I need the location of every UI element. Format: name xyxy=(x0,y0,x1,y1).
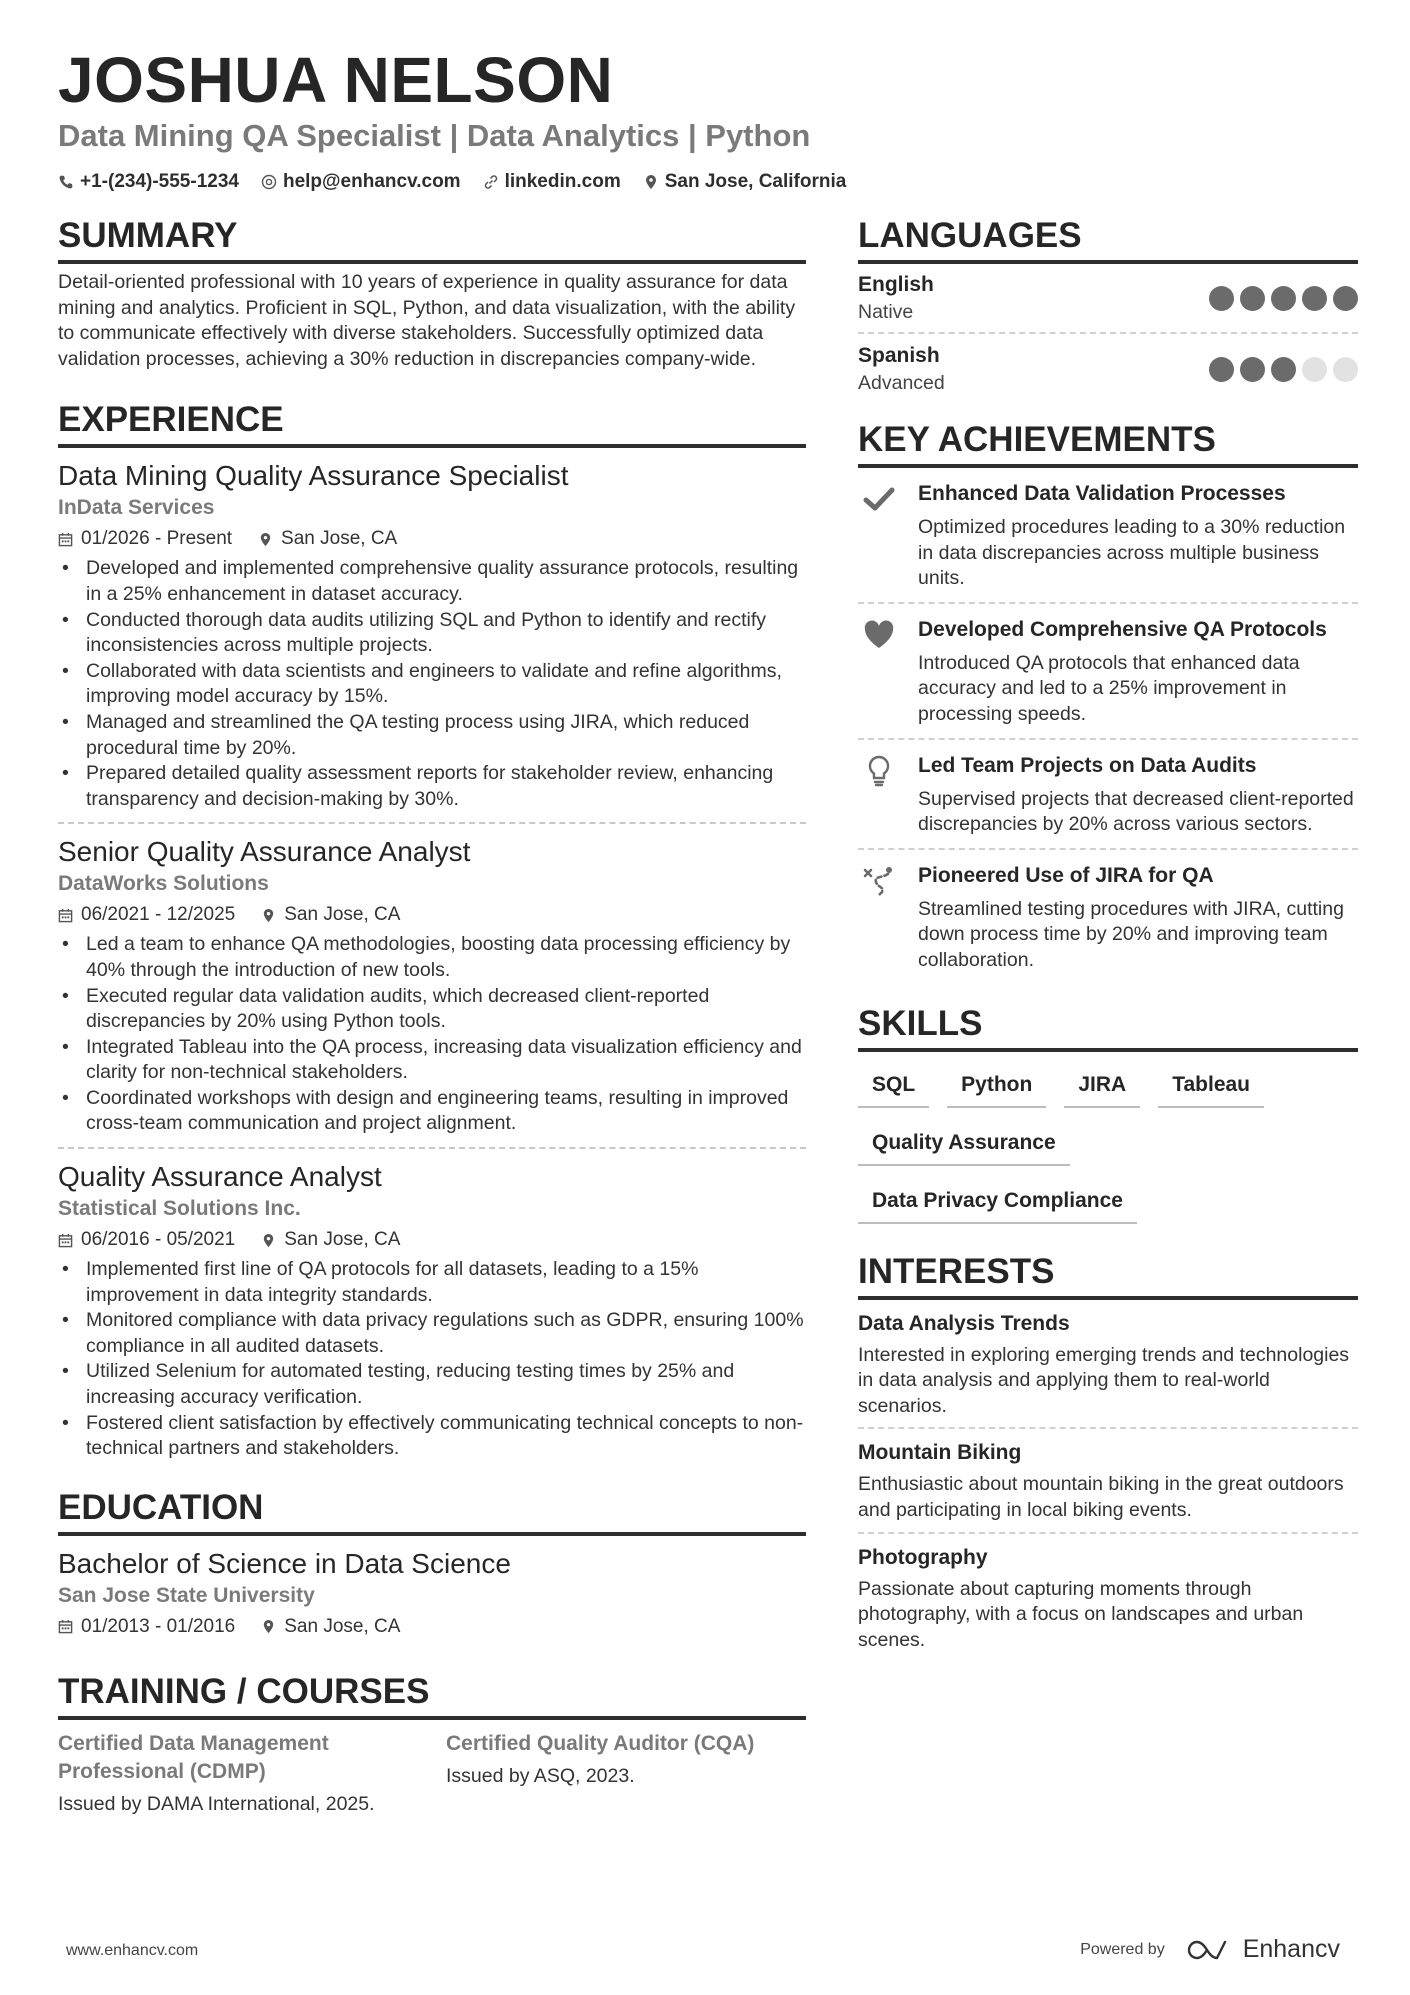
achievement-icon-wrap xyxy=(858,862,900,974)
bullet-item: • Developed and implemented comprehensive quality assurance protocols, resulting in a 25% enhancement in dataset accuracy. xyxy=(58,556,806,607)
email-text[interactable]: help@enhancv.com xyxy=(282,171,461,192)
course-name: Certified Quality Auditor (CQA) xyxy=(446,1731,755,1755)
job-meta xyxy=(58,1227,806,1253)
achievement-icon-wrap xyxy=(858,616,900,728)
achievements-section xyxy=(858,418,1358,984)
skills-heading: SKILLS xyxy=(858,1002,1358,1052)
job-location-text: San Jose, CA xyxy=(281,528,398,550)
summary-heading: SUMMARY xyxy=(58,214,806,264)
education-entry xyxy=(58,1536,806,1654)
bullet-item: • Fostered client satisfaction by effectively communicating technical concepts to non-technical partners and stakeholders. xyxy=(58,1411,806,1462)
job-bullets xyxy=(58,556,806,812)
route-icon xyxy=(862,864,896,898)
course-item xyxy=(446,1730,806,1818)
job-dates xyxy=(58,902,235,928)
footer-branding xyxy=(1080,1935,1340,1964)
rating-dot-filled xyxy=(1302,286,1327,311)
achievement-item xyxy=(858,604,1358,740)
interest-title: Mountain Biking xyxy=(858,1441,1022,1465)
linkedin-text[interactable]: linkedin.com xyxy=(504,171,621,192)
job-dates-text: 01/2026 - Present xyxy=(81,528,233,550)
job-dates xyxy=(58,526,232,552)
training-heading: TRAINING / COURSES xyxy=(58,1670,806,1720)
rating-dot-filled xyxy=(1209,357,1234,382)
language-level: Native xyxy=(858,301,914,323)
education-section xyxy=(58,1486,806,1654)
location-pin-icon xyxy=(261,1619,276,1634)
link-icon xyxy=(483,174,499,190)
location-pin-icon xyxy=(258,532,273,547)
job-company: Statistical Solutions Inc. xyxy=(58,1197,301,1221)
achievement-title: Pioneered Use of JIRA for QA xyxy=(918,863,1214,887)
job-bullets xyxy=(58,1257,806,1462)
bullet-item: • Conducted thorough data audits utilizing SQL and Python to identify and rectify inconsistencies across multiple projects. xyxy=(58,608,806,659)
contact-bar xyxy=(58,170,846,194)
right-column xyxy=(858,214,1358,1661)
job-dates-text: 06/2016 - 05/2021 xyxy=(81,1229,236,1251)
footer-website[interactable]: www.enhancv.com xyxy=(66,1942,199,1959)
education-location-text: San Jose, CA xyxy=(284,1615,401,1637)
location-text: San Jose, California xyxy=(664,171,847,192)
job-location-text: San Jose, CA xyxy=(284,1229,401,1251)
at-icon xyxy=(261,174,277,190)
candidate-title: Data Mining QA Specialist | Data Analytics | Python xyxy=(58,118,811,153)
language-name: English xyxy=(858,273,934,296)
achievement-item xyxy=(858,468,1358,604)
interests-section xyxy=(858,1250,1358,1662)
experience-section xyxy=(58,398,806,1471)
achievement-desc: Optimized procedures leading to a 30% reduction in data discrepancies across multiple business units. xyxy=(918,516,1346,590)
rating-dot-filled xyxy=(1240,357,1265,382)
bullet-item: • Led a team to enhance QA methodologies, boosting data processing efficiency by 40% through the introduction of new tools. xyxy=(58,932,806,983)
brand-logo[interactable] xyxy=(1187,1935,1340,1964)
location-pin-icon xyxy=(643,174,659,190)
job-bullets xyxy=(58,932,806,1137)
interest-item xyxy=(858,1429,1358,1533)
achievement-item xyxy=(858,740,1358,850)
course-item xyxy=(58,1730,418,1818)
skill-tag: Data Privacy Compliance xyxy=(858,1180,1137,1224)
training-section xyxy=(58,1670,806,1818)
job-meta xyxy=(58,902,806,928)
achievement-icon-wrap xyxy=(858,480,900,592)
phone-icon xyxy=(58,174,74,190)
education-heading: EDUCATION xyxy=(58,1486,806,1536)
education-location xyxy=(261,1614,400,1640)
calendar-icon xyxy=(58,532,73,547)
calendar-icon xyxy=(58,1233,73,1248)
interests-heading: INTERESTS xyxy=(858,1250,1358,1300)
interest-desc: Interested in exploring emerging trends and technologies in data analysis and applying them to real-world scenarios. xyxy=(858,1343,1350,1417)
experience-entry xyxy=(58,1149,806,1472)
left-column xyxy=(58,214,806,1817)
location-pin-icon xyxy=(261,908,276,923)
interest-title: Data Analysis Trends xyxy=(858,1311,1070,1335)
experience-entry xyxy=(58,448,806,824)
school-name: San Jose State University xyxy=(58,1583,315,1607)
skill-tag: Quality Assurance xyxy=(858,1122,1070,1166)
achievement-title: Enhanced Data Validation Processes xyxy=(918,482,1286,505)
education-dates-text: 01/2013 - 01/2016 xyxy=(81,1615,236,1637)
rating-dot-empty xyxy=(1302,357,1327,382)
summary-text: Detail-oriented professional with 10 years of experience in quality assurance for data mining and analytics. Proficient in SQL, Python, and data visualization, with the ability to communicate effectively with diverse stakeholders. Successfully optimized data validation processes, achieving a 30% reduction in discrepancies company-wide. xyxy=(58,271,796,370)
language-item xyxy=(858,264,1358,334)
summary-section xyxy=(58,214,806,372)
achievement-title: Led Team Projects on Data Audits xyxy=(918,753,1257,777)
languages-section xyxy=(858,214,1358,404)
job-location xyxy=(261,902,400,928)
achievement-title: Developed Comprehensive QA Protocols xyxy=(918,617,1327,641)
job-company: DataWorks Solutions xyxy=(58,872,269,896)
lightbulb-icon xyxy=(862,754,896,788)
interest-title: Photography xyxy=(858,1545,988,1569)
course-issuer: Issued by DAMA International, 2025. xyxy=(58,1792,375,1815)
language-rating xyxy=(1209,286,1358,311)
rating-dot-filled xyxy=(1209,286,1234,311)
job-dates xyxy=(58,1227,235,1253)
language-level: Advanced xyxy=(858,372,945,394)
languages-heading: LANGUAGES xyxy=(858,214,1358,264)
powered-by-text: Powered by xyxy=(1080,1940,1165,1958)
job-title: Senior Quality Assurance Analyst xyxy=(58,836,471,868)
achievement-item xyxy=(858,850,1358,984)
check-icon xyxy=(862,482,896,516)
calendar-icon xyxy=(58,1619,73,1634)
rating-dot-filled xyxy=(1271,357,1296,382)
interest-desc: Enthusiastic about mountain biking in the great outdoors and participating in local biking events. xyxy=(858,1473,1344,1521)
job-dates-text: 06/2021 - 12/2025 xyxy=(81,904,236,926)
contact-phone xyxy=(58,170,239,194)
skills-section xyxy=(858,1002,1358,1224)
achievement-desc: Streamlined testing procedures with JIRA, cutting down process time by 20% and improving team collaboration. xyxy=(918,897,1344,971)
contact-email[interactable] xyxy=(261,170,461,194)
bullet-item: • Managed and streamlined the QA testing process using JIRA, which reduced procedural time by 20%. xyxy=(58,710,806,761)
location-pin-icon xyxy=(261,1233,276,1248)
bullet-item: • Implemented first line of QA protocols for all datasets, leading to a 15% improvement in data integrity standards. xyxy=(58,1257,806,1308)
job-title: Quality Assurance Analyst xyxy=(58,1161,382,1193)
achievement-icon-wrap xyxy=(858,752,900,838)
candidate-name: JOSHUA NELSON xyxy=(58,44,614,116)
interest-item xyxy=(858,1300,1358,1430)
experience-entry xyxy=(58,824,806,1149)
rating-dot-filled xyxy=(1333,286,1358,311)
language-item xyxy=(858,334,1358,404)
bullet-item: • Executed regular data validation audits, which decreased client-reported discrepancies by 20% using Python tools. xyxy=(58,984,806,1035)
job-location xyxy=(258,526,397,552)
bullet-item: • Coordinated workshops with design and engineering teams, resulting in improved cross-team communication and project alignment. xyxy=(58,1086,806,1137)
course-list xyxy=(58,1730,806,1818)
job-location-text: San Jose, CA xyxy=(284,904,401,926)
education-meta xyxy=(58,1614,806,1640)
contact-linkedin[interactable] xyxy=(483,170,621,194)
skill-tag: Tableau xyxy=(1158,1064,1264,1108)
course-issuer: Issued by ASQ, 2023. xyxy=(446,1764,635,1787)
bullet-item: • Integrated Tableau into the QA process, increasing data visualization efficiency and clarity for non-technical stakeholders. xyxy=(58,1035,806,1086)
skill-list xyxy=(858,1064,1358,1224)
brand-name: Enhancv xyxy=(1242,1935,1340,1963)
skill-tag: Python xyxy=(947,1064,1046,1108)
enhancv-logo-icon xyxy=(1187,1938,1233,1962)
degree-title: Bachelor of Science in Data Science xyxy=(58,1547,511,1579)
achievement-desc: Supervised projects that decreased client-reported discrepancies by 20% across various sectors. xyxy=(918,787,1354,836)
bullet-item: • Utilized Selenium for automated testing, reducing testing times by 25% and increasing accuracy verification. xyxy=(58,1359,806,1410)
rating-dot-filled xyxy=(1271,286,1296,311)
skill-tag: SQL xyxy=(858,1064,929,1108)
education-dates xyxy=(58,1614,235,1640)
job-meta xyxy=(58,526,806,552)
calendar-icon xyxy=(58,908,73,923)
achievements-heading: KEY ACHIEVEMENTS xyxy=(858,418,1358,468)
bullet-item: • Prepared detailed quality assessment reports for stakeholder review, enhancing transparency and decision-making by 30%. xyxy=(58,761,806,812)
rating-dot-empty xyxy=(1333,357,1358,382)
bullet-item: • Monitored compliance with data privacy regulations such as GDPR, ensuring 100% compliance in all audited datasets. xyxy=(58,1308,806,1359)
job-location xyxy=(261,1227,400,1253)
bullet-item: • Collaborated with data scientists and engineers to validate and refine algorithms, improving model accuracy by 15%. xyxy=(58,659,806,710)
job-title: Data Mining Quality Assurance Specialist xyxy=(58,460,569,492)
language-rating xyxy=(1209,357,1358,382)
contact-location xyxy=(643,170,847,194)
interest-desc: Passionate about capturing moments through photography, with a focus on landscapes and urban scenes. xyxy=(858,1577,1304,1651)
experience-heading: EXPERIENCE xyxy=(58,398,806,448)
course-name: Certified Data Management Professional (CDMP) xyxy=(58,1731,329,1783)
language-name: Spanish xyxy=(858,344,940,367)
interest-item xyxy=(858,1534,1358,1662)
skill-tag: JIRA xyxy=(1064,1064,1140,1108)
heart-icon xyxy=(862,618,896,652)
rating-dot-filled xyxy=(1240,286,1265,311)
job-company: InData Services xyxy=(58,496,215,520)
achievement-desc: Introduced QA protocols that enhanced data accuracy and led to a 25% improvement in processing speeds. xyxy=(918,651,1300,725)
phone-text: +1-(234)-555-1234 xyxy=(80,171,239,192)
